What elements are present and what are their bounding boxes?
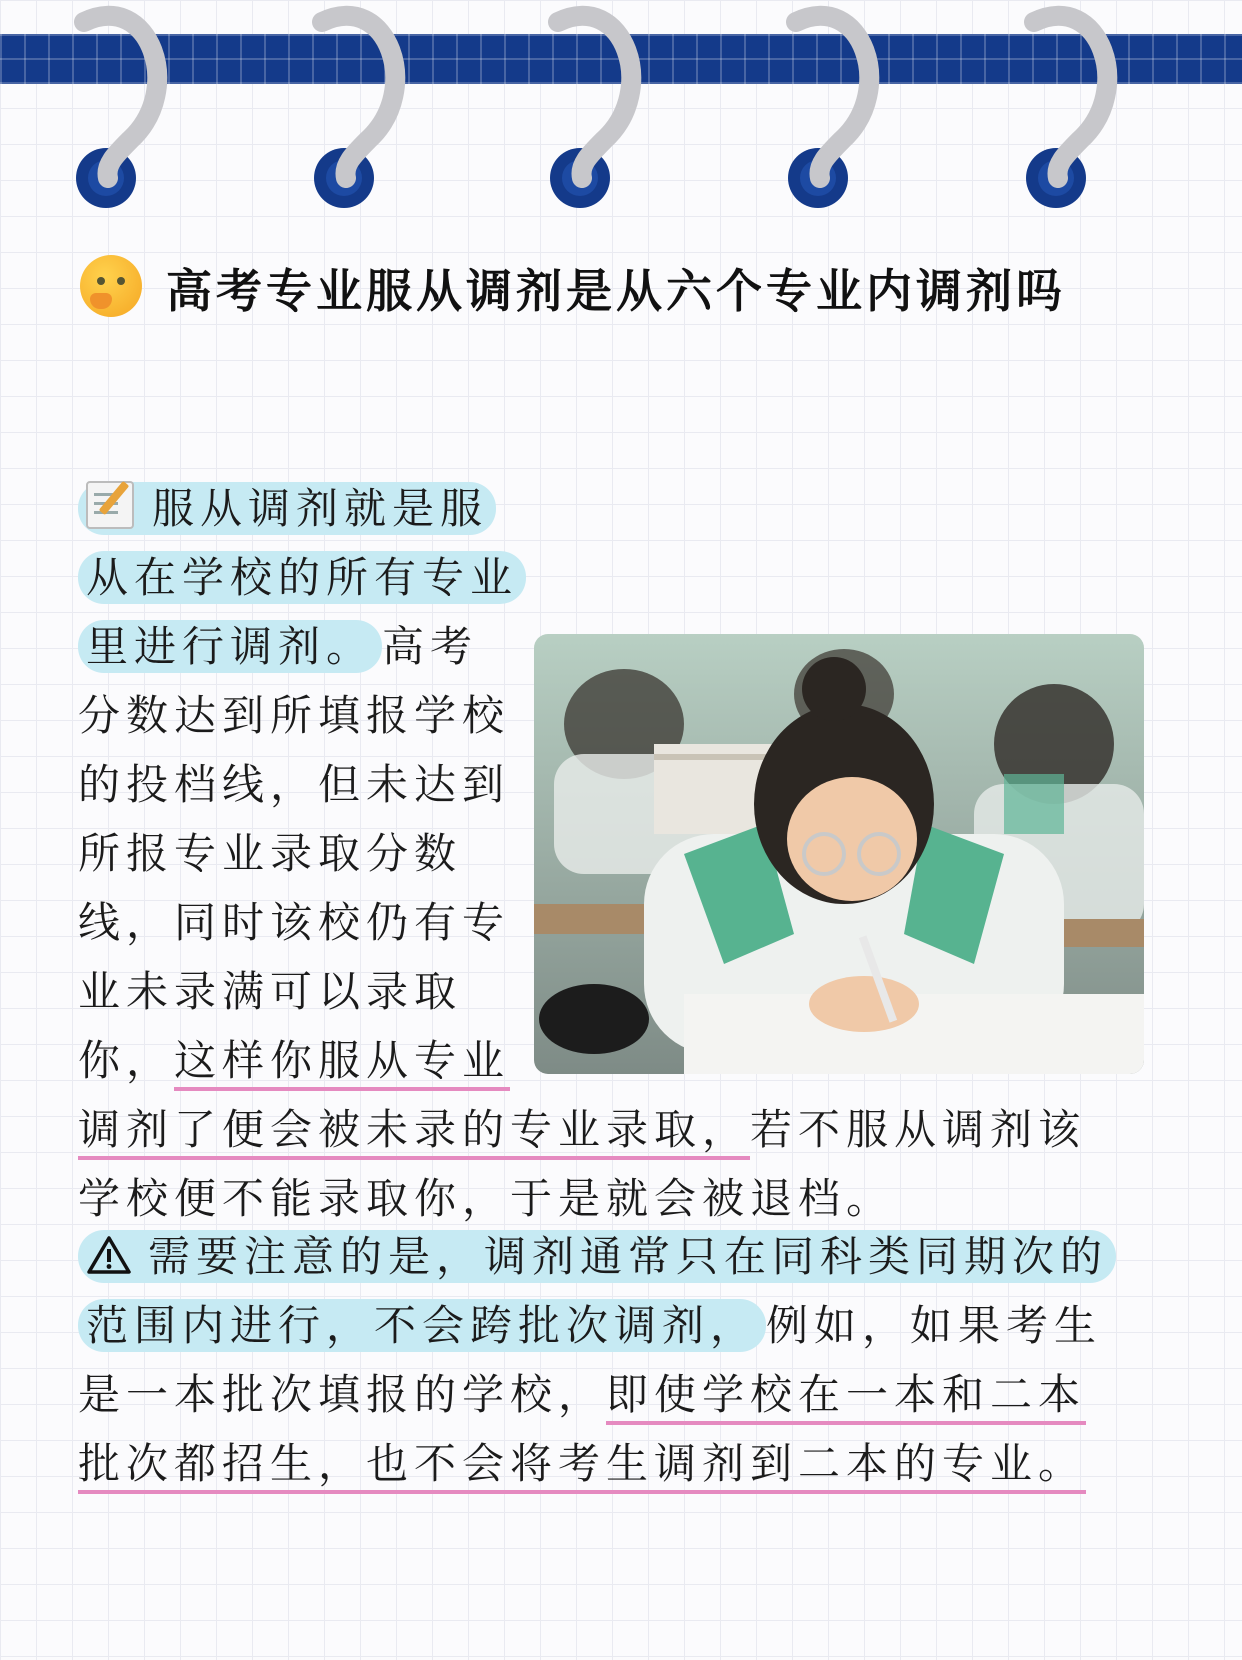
highlight-definition: 服从调剂就是服从在学校的所有专业里进行调剂。 <box>78 482 526 673</box>
page-title-text: 高考专业服从调剂是从六个专业内调剂吗 <box>166 264 1066 318</box>
spiral-ring <box>788 16 869 208</box>
memo-icon <box>86 481 134 529</box>
paragraph-text: 若不服从调剂该学校便不能录取你，于是就会被退档。 <box>78 1105 1087 1223</box>
photo-float-spacer <box>518 612 1118 1064</box>
thinking-face-icon <box>80 255 142 317</box>
spiral-ring <box>1026 16 1107 208</box>
paragraph-adjustment-definition <box>78 474 1118 1233</box>
paragraph-text: 例如，如果考生是一本批次填报的学校， <box>78 1301 1103 1419</box>
paragraph-adjustment-notice <box>78 1222 1118 1498</box>
page-title <box>80 248 1160 334</box>
spiral-ring <box>76 16 157 208</box>
underline-batch-note: 即使学校在一本和二本批次都招生，也不会将考生调剂到二本的专业。 <box>78 1370 1086 1494</box>
paragraph-text: 高考分数达到所填报学校的投档线，但未达到所报专业录 <box>78 622 511 878</box>
paragraph-text: 取分数线，同时该校仍有专业未录满可以录取你， <box>78 829 511 1085</box>
warning-icon <box>86 1235 132 1275</box>
notebook-spiral-rings <box>0 0 1242 220</box>
spiral-ring <box>550 16 631 208</box>
underline-admission-note: 这样你服从专业调剂了便会被未录的专业录取， <box>78 1036 750 1160</box>
highlight-notice: 需要注意的是，调剂通常只在同科类同期次的范围内进行，不会跨批次调剂， <box>78 1230 1116 1352</box>
spiral-ring <box>314 16 395 208</box>
